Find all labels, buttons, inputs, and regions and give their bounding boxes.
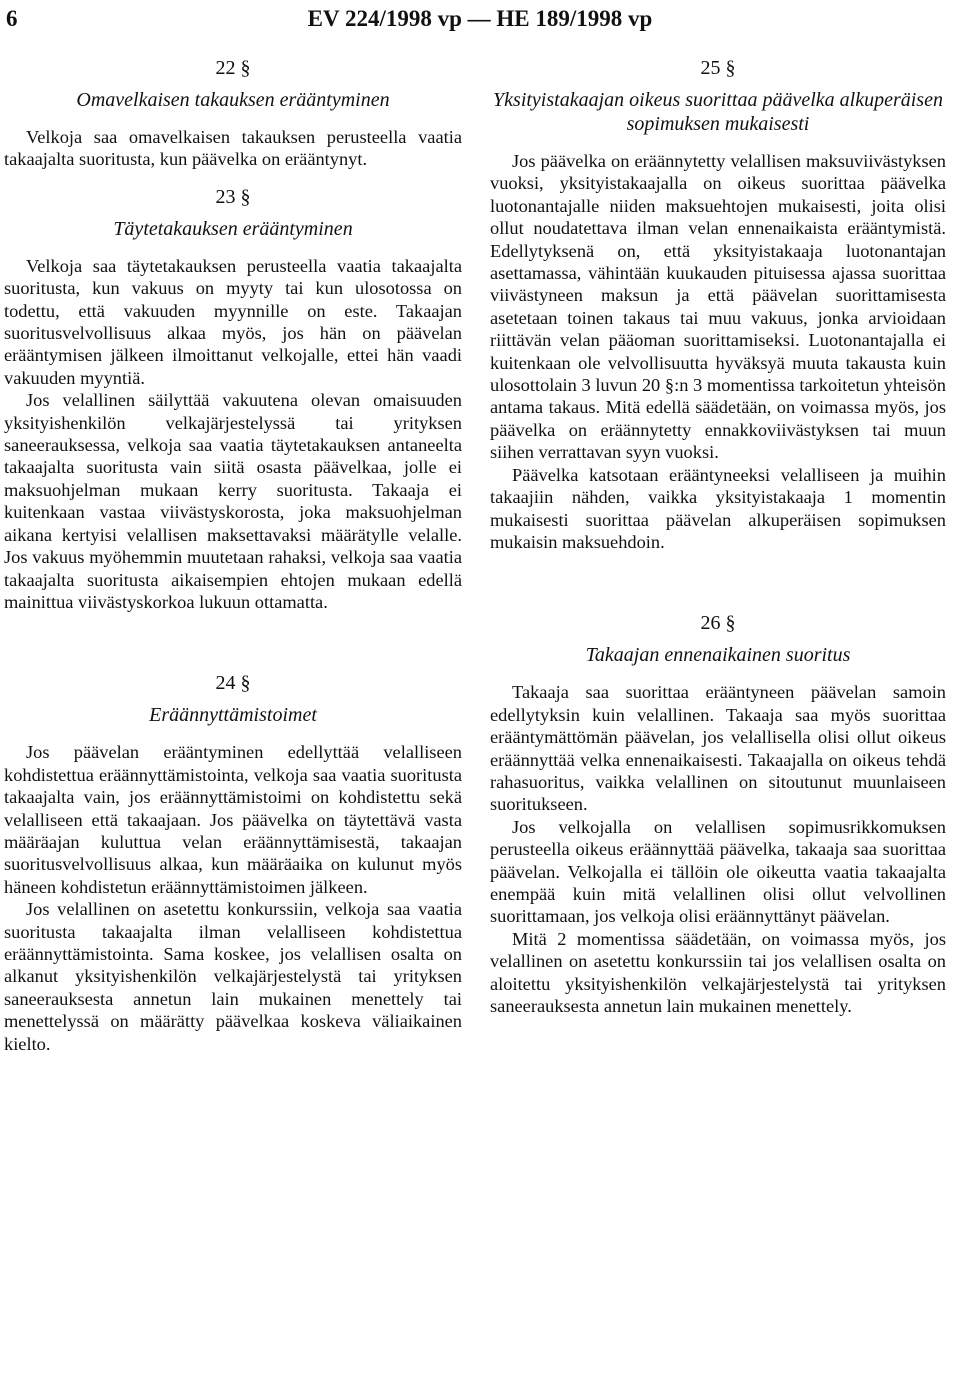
page-header-title: EV 224/1998 vp — HE 189/1998 vp: [307, 6, 653, 31]
paragraph: Jos päävelan erääntyminen edellyttää velalliseen kohdistettua eräännyttämistointa, velkoja saa vaatia suoritusta takaajalta vain, jos eräännyttämistoimi on kohdistettu sekä velalliseen että takaajaan. Jos päävelka on täytettävä vasta määräajan kuluttua velan eräännyttämisestä, takaajan suoritusvelvollisuus alkaa, kun määräaika on kulunut myös häneen kohdistetun eräännyttämistoimen jälkeen.: [4, 742, 462, 897]
section-number: 24 §: [215, 672, 251, 695]
paragraph: Jos velallinen säilyttää vakuutena olevan omaisuuden yksityishenkilön velkajärjestelyssä tai yrityksen saneerauksessa, velkoja saa vaatia täytetakauksen antaneelta takaajalta suoritusta vain siitä osasta päävelkaa, jolle ei maksuohjelman mukaan kerry suoritusta. Takaaja ei kuitenkaan vastaa viivästyskorosta, joka maksuohjelman aikana kertyisi velallisen maksettavaksi määrätylle velalle. Jos vakuus myöhemmin muutetaan rahaksi, velkoja saa vaatia takaajalta suoritusta aikaisempien ehtojen mukaan edellä mainittua viivästyskorkoa lukuun ottamatta.: [4, 390, 462, 612]
paragraph: Päävelka katsotaan erääntyneeksi velalliseen ja muihin takaajiin nähden, vaikka yksityistakaaja 1 momentin mukaisesti suorittaa päävelan alkuperäisen sopimuksen mukaisin maksuehdoin.: [490, 464, 946, 552]
section-number: 26 §: [700, 612, 736, 635]
paragraph: Takaaja saa suorittaa erääntyneen päävelan samoin edellytyksin kuin velallinen. Takaaja saa myös suorittaa erääntymättömän päävelan, jos velallisella olisi ollut oikeus eräännyttää velka ennenaikaisesti. Takaajalla on oikeus tehdä rahasuoritus, vaikka velallinen on sitoutunut muunlaiseen suoritukseen.: [490, 682, 946, 815]
page-number: 6: [6, 6, 18, 31]
section-number: 25 §: [700, 57, 736, 79]
section-24: [4, 671, 462, 1055]
paragraph: Velkoja saa täytetakauksen perusteella vaatia takaajalta suoritusta, kun vakuus on myyty tai kun ulosotossa on todettu, että vakuuden myynnille on este. Takaajan suoritusvelvollisuus alkaa myös, jos hän on päävelan erääntymisen jälkeen ilmoittanut velkojalle, ettei hän vaadi vakuuden myyntiä.: [4, 255, 462, 388]
paragraph: Jos päävelka on eräännytetty velallisen maksuviivästyksen vuoksi, yksityistakaajalla on oikeus suorittaa päävelka luotonantajalle niiden maksuehtojen mukaisesti, joita olisi ollut noudatettava ilman velan ennenaikaista erääntymistä. Edellytyksenä on, että yksityistakaaja luotonantajan asettamassa, vähintään kuukauden pituisessa ajassa suorittaa viivästyneen maksun ja että päävelan suorittamisesta asetetaan toinen takaus tai muu vakuus, jonka arvioidaan riittävän velan pääoman suorittamiseksi. Luotonantajalla ei kuitenkaan ole velvollisuutta hyväksyä muuta takausta kuin ulosottolain 3 luvun 20 §:n 3 momentissa tarkoitetun yhteisön antama takaus. Mitä edellä säädetään, on voimassa myös, jos päävelka on eräännytetty ennakkoviivästyksen tai muun siihen verrattavan syyn vuoksi.: [490, 151, 946, 463]
section-title: Takaajan ennenaikainen suoritus: [585, 644, 851, 667]
paragraph: Velkoja saa omavelkaisen takauksen perusteella vaatia takaajalta suoritusta, kun päävelka on erääntynyt.: [4, 127, 462, 170]
section-title: Eräännyttämistoimet: [149, 704, 317, 727]
section-title: Täytetakauksen erääntyminen: [113, 217, 353, 240]
spacer: [4, 613, 462, 671]
section-25: [490, 56, 946, 553]
paragraph: Jos velallinen on asetettu konkurssiin, velkoja saa vaatia suoritusta takaajalta ilman velalliseen kohdistettua eräännyttämistointa. Sama koskee, jos velallisen osalta on alkanut yksityishenkilön velkajärjestelystä tai yrityksen saneerauksesta annetun lain mukainen menettely tai menettelyssä on määrätty päävelkaa koskeva väliaikainen kielto.: [4, 899, 462, 1054]
section-title: Omavelkaisen takauksen erääntyminen: [76, 89, 390, 111]
section-title: Yksityistakaajan oikeus suorittaa päävelka alkuperäisen sopimuksen mukaisesti: [493, 89, 943, 135]
section-number: 22 §: [215, 57, 251, 79]
left-column: [4, 56, 462, 1055]
right-column: [490, 56, 946, 1017]
section-number: 23 §: [215, 185, 251, 208]
section-26: [490, 611, 946, 1017]
section-23: [4, 185, 462, 614]
spacer: [4, 171, 462, 185]
paragraph: Mitä 2 momentissa säädetään, on voimassa myös, jos velallinen on asetettu konkurssiin tai jos velallisen osalta on aloitettu yksityishenkilön velkajärjestelystä tai yrityksen saneerauksesta annetun lain mukainen menettely.: [490, 928, 946, 1016]
paragraph: Jos velkojalla on velallisen sopimusrikkomuksen perusteella oikeus eräännyttää päävelka, takaaja saa suorittaa päävelan. Velkojalla ei tällöin ole oikeutta vaatia takaajalta enempää kuin mitä velallinen olisi ollut velvollinen suorittamaan, jos velkoja olisi eräännyttänyt päävelan.: [490, 816, 946, 927]
section-22: [4, 56, 462, 171]
spacer: [490, 553, 946, 611]
